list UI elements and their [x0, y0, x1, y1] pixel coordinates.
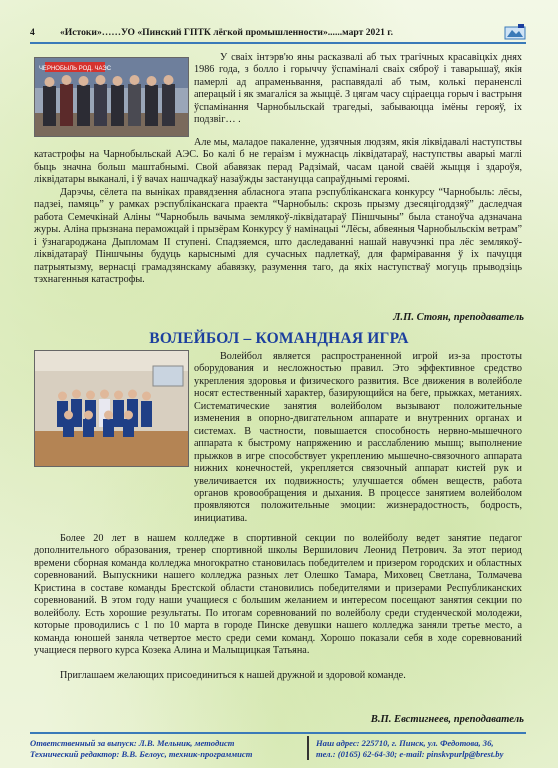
- footer-editors: [30, 738, 300, 760]
- footer-tech-editor: Технический редактор: В.В. Белоус, техник-программист: [30, 749, 253, 759]
- header-rule: [30, 42, 526, 44]
- footer-responsible: Ответственный за выпуск: Л.В. Мельник, методист: [30, 738, 235, 748]
- footer-divider: [307, 736, 309, 760]
- article2-body: [34, 533, 522, 682]
- article2-paragraph-1-top: [194, 351, 522, 525]
- article1-paragraph-2: Але мы, маладое пакаленне, удзячныя людзям, якія ліквідавалі наступствы катастрофы на Чарнобыльскай АЭС. Бо калі б не гераізм і мужнасць ліквідатараў, наступствы аварыі маглі быць значна больш маштабнымі. Свой абавязак перад Радзімай, часам цаной сваёй жыцця і здароўя, ліквідатары выканалі, і ў вачах нашчадкаў назаўжды застануцца сапраўднымі героямі.: [34, 137, 522, 186]
- photo-liquidators-group: [34, 57, 189, 137]
- header-text: «Истоки»……УО «Пинский ГПТК лёгкой промышленности»......март 2021 г.: [60, 26, 393, 38]
- footer-phone-email: тел.: (0165) 62-64-30; e-mail: pinskvpurlp@brest.by: [316, 749, 504, 759]
- page-header: [30, 24, 526, 40]
- article1-body: [34, 137, 522, 286]
- article2-paragraph-1: Волейбол является распространенной игрой из-за простоты оборудования и несложностью правил. Это эффективное средство укрепления здоровья и физического развития. Все движения в волейболе носят естественный характер, базирующийся на беге, прыжках, метаниях. Систематические занятия волейболом вызывают положительные изменения в опорно-двигательном аппарате и внутренних органах и системах. В частности, повышается способность нервно-мышечного аппарата к быстрому напряжению и расслаблению мышц; выполнение прыжков в игре способствует укреплению мышечно-связочного аппарата нижних конечностей, укрепляется связочный аппарат кистей рук и увеличивается их подвижность; улучшается обмен веществ, работа органов кровообращения и дыхания. В процессе занятием волейболом проявляются положительные эмоции: жизнерадостность, бодрость, инициатива.: [194, 351, 522, 524]
- college-logo-icon: [504, 24, 526, 40]
- article1-paragraph-1: У сваіх інтэрв'ю яны расказвалі аб тых трагічных красавіцкіх днях 1986 года, з болло і горыччу ўспаміналі сваіх сяброў і таварышаў, якія памерлі ад апраменьвання, распавядалі аб тым, колькі пераненслі аперацый і як змагаліся за жыццё. З цягам часу сціраецца горыч і вастрыня ўспамінання Чарнобыльскай трагедыі, забываюцца імёны герояў, іх подзвіг… .: [194, 52, 522, 126]
- photo-banner-text: ЧЕРНОБЫЛЬ РОД. ЧАЭС: [38, 66, 112, 72]
- article1-paragraph-1-top: [194, 52, 522, 127]
- page-number: 4: [30, 26, 35, 38]
- footer-rule: [30, 732, 526, 734]
- footer-contacts: [316, 738, 536, 760]
- article1-paragraph-3: Дарэчы, сёлета па выніках правядзення абласнога этапа рэспубліканскага конкурсу “Чарнобыль: лёсы, падзеі, памяць” у рамках рэспубліканскага праекта “Чарнобыль: скрозь прызму дзесяцігоддзяў” даследчая работа Семечкінай Аліны “Чарнобыль вачыма землякоў-ліквідатараў Піншчыны” была станоўча адзначана журы. Аліна прызнана пераможцай і прызёрам Конкурсу ў намінацыі “Лёсы, абвеяныя Чарнобыльскім ветрам” і ўзнагароджана Дыпломам ІІ ступені. Спадзяемся, што даследаванні нашай навучэнкі пра лёс землякоў-ліквідатараў Піншчыны будуць карыснымі для сучасных падлеткаў, для фарміравання ў іх пачуцця патрыятызму, вернасці грамадзянскаму абавязку, разумення таго, да якіх наступстваў могуць прыводзіць тэхнагенныя катастрофы.: [34, 186, 522, 285]
- article1-signature: Л.П. Стоян, преподаватель: [393, 312, 524, 323]
- photo-volleyball-team: [34, 350, 189, 467]
- article2-paragraph-2: Более 20 лет в нашем колледже в спортивной секции по волейболу ведет занятие педагог дополнительного образования, тренер спортивной школы Вершилович Леонид Петрович. За этот период времени сборная команда колледжа многократно становилась победителем и призером городских и областных соревнований. Выпускники нашего колледжа разных лет Олешко Тамара, Миховец Светлана, Толмачева Кристина в составе команды Брестской области становились победителями и призерами Республиканских соревнований. В этом году наши учащиеся с большим желанием и интересом посещают занятия секции по волейболу. Есть хорошие результаты. По итогам соревнований по волейболу среди студенческой молодежи, которые проводились с 1 по 10 марта в городе Пинске девушки нашего колледжа заняли третье место, а команда юношей заняла четвертое место среди семи команд. Хорошо показали себя в ходе соревнований учащиеся первого курса Козека Алина и Малыщицкая Татьяна.: [34, 533, 522, 657]
- article2-title: ВОЛЕЙБОЛ – КОМАНДНАЯ ИГРА: [149, 330, 409, 347]
- article2-paragraph-3: Приглашаем желающих присоединиться к нашей дружной и здоровой команде.: [60, 669, 406, 681]
- article2-signature: В.П. Евстигнеев, преподаватель: [370, 714, 524, 725]
- footer-address: Наш адрес: 225710, г. Пинск, ул. Федотова, 36,: [316, 738, 494, 748]
